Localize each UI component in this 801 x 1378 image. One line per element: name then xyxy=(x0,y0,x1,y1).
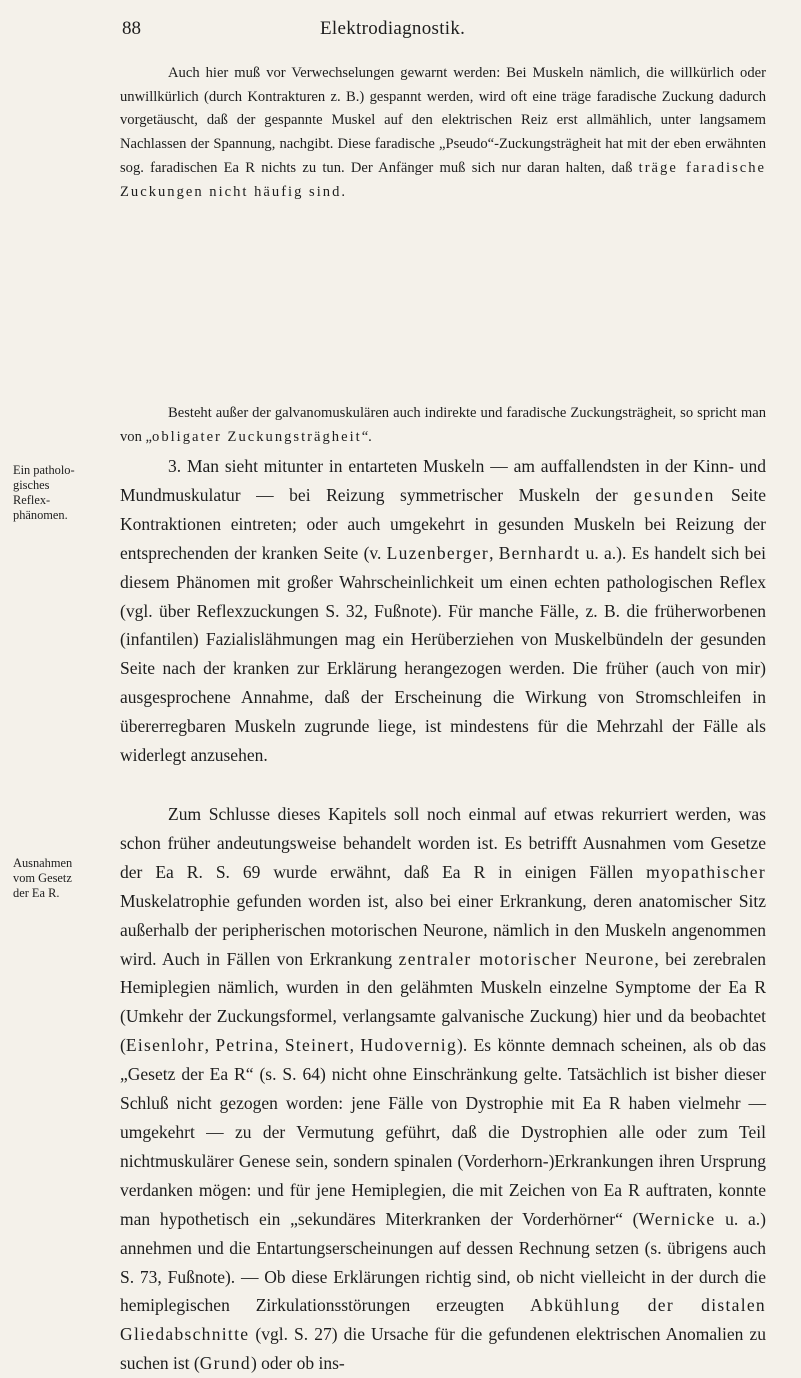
author-name: Wernicke xyxy=(638,1208,716,1229)
author-name: Petrina xyxy=(215,1035,275,1056)
author-name: Luzenberger xyxy=(386,542,490,563)
margin-note-exceptions: Ausnahmen vom Gesetz der Ea R. xyxy=(13,856,73,900)
paragraph-exceptions: Zum Schlusse dieses Kapitels soll noch einmal auf etwas rekurriert werden, was schon früher andeutungsweise behandelt worden ist. Es betrifft Ausnahmen vom Gesetze der Ea R. S. 69 wurde erwähnt, daß Ea R in einigen Fällen myopathischer Muskelatrophie gefunden worden ist, also bei einer Erkrankung, deren anatomischer Sitz außerhalb der peripherischen motorischen Neurone, nämlich in den Muskeln angenommen wird. Auch in Fällen von Erkrankung zentraler motorischer Neurone, bei zerebralen Hemiplegien nämlich, wurden in den gelähmten Muskeln einzelne Symptome der Ea R (Umkehr der Zuckungsformel, verlangsamte galvanische Zuckung) hier und da beobachtet (Eisenlohr, Petrina, Steinert, Hudovernig). Es könnte demnach scheinen, als ob das „Gesetz der Ea R“ (s. S. 64) nicht ohne Einschränkung gelte. Tatsächlich ist bisher dieser Schluß nicht gezogen worden: jene Fälle von Dystrophie mit Ea R haben vielmehr — umgekehrt — zu der Vermutung geführt, daß die Dystrophien alle oder zum Teil nichtmuskulärer Genese sein, sondern spinalen (Vorderhorn-)Erkrankungen ihren Ursprung verdanken mögen: und für jene Hemiplegien, die mit Zeichen von Ea R auftraten, konnte man hypothetisch ein „sekundäres Miterkranken der Vorderhörner“ (Wernicke u. a.) annehmen und die Entartungserscheinungen auf dessen Rechnung setzen (s. übrigens auch S. 73, Fußnote). — Ob diese Erklärungen richtig sind, ob nicht vielleicht in der durch die hemiplegischen Zirkulationsstörungen erzeugten Abkühlung der distalen Gliedabschnitte (vgl. S. 27) die Ursache für die gefundenen elektrischen Anomalien zu suchen ist (Grund) oder ob ins- xyxy=(120,804,767,1374)
author-name: Bernhardt xyxy=(498,542,581,563)
author-name: Hudovernig xyxy=(360,1035,458,1056)
page-header xyxy=(0,14,801,40)
author-name: Eisenlohr xyxy=(125,1035,205,1056)
spaced-emphasis: träge faradische Zuckungen nicht häufig sind. xyxy=(120,159,766,200)
page-number: 88 xyxy=(122,18,141,39)
paragraph-obligate-traegheit: Besteht außer der galvanomuskulären auch indirekte und faradische Zuckungsträgheit, so spricht man von „obligater Zuckungsträgheit“. xyxy=(120,405,766,445)
margin-note-reflex: Ein patholo- gisches Reflex- phänomen. xyxy=(13,463,75,522)
running-head: Elektrodiagnostik. xyxy=(320,18,466,39)
paragraph-reflex-phenomenon: 3. Man sieht mitunter in entarteten Muskeln — am auffallendsten in der Kinn- und Mundmuskulatur — bei Reizung symmetrischer Muskeln der gesunden Seite Kontraktionen eintreten; oder auch umgekehrt in gesunden Muskeln bei Reizung der entsprechenden der kranken Seite (v. Luzenberger, Bernhardt u. a.). Es handelt sich bei diesem Phänomen mit großer Wahrscheinlichkeit um einen echten pathologischen Reflex (vgl. über Reflexzuckungen S. 32, Fußnote). Für manche Fälle, z. B. die früherworbenen (infantilen) Fazialislähmungen mag ein Herüberziehen von Muskelbündeln der gesunden Seite nach der kranken zur Erklärung herangezogen werden. Die früher (auch von mir) ausgesprochene Annahme, daß der Erscheinung die Wirkung von Stromschleifen in übererregbaren Muskeln zugrunde liege, ist mindestens für die Mehrzahl der Fälle als widerlegt anzusehen. xyxy=(120,456,766,766)
paragraph-pseudo-traegheit: Auch hier muß vor Verwechselungen gewarnt werden: Bei Muskeln nämlich, die willkürlich oder unwillkürlich (durch Kontrakturen z. B.) gespannt werden, wird oft eine träge faradische Zuckung dadurch vorgetäuscht, daß der gespannte Muskel auf den elektrischen Reiz erst allmählich, unter langsamem Nachlassen der Spannung, nachgibt. Diese faradische „Pseudo“-Zuckungsträgheit hat mit der eben erwähnten sog. faradischen Ea R nichts zu tun. Der Anfänger muß sich nur daran halten, daß träge faradische Zuckungen nicht häufig sind. xyxy=(120,65,766,200)
spaced-emphasis: obligater Zuckungsträgheit xyxy=(152,428,362,445)
author-name: Grund xyxy=(199,1353,251,1374)
author-name: Steinert xyxy=(284,1035,350,1056)
